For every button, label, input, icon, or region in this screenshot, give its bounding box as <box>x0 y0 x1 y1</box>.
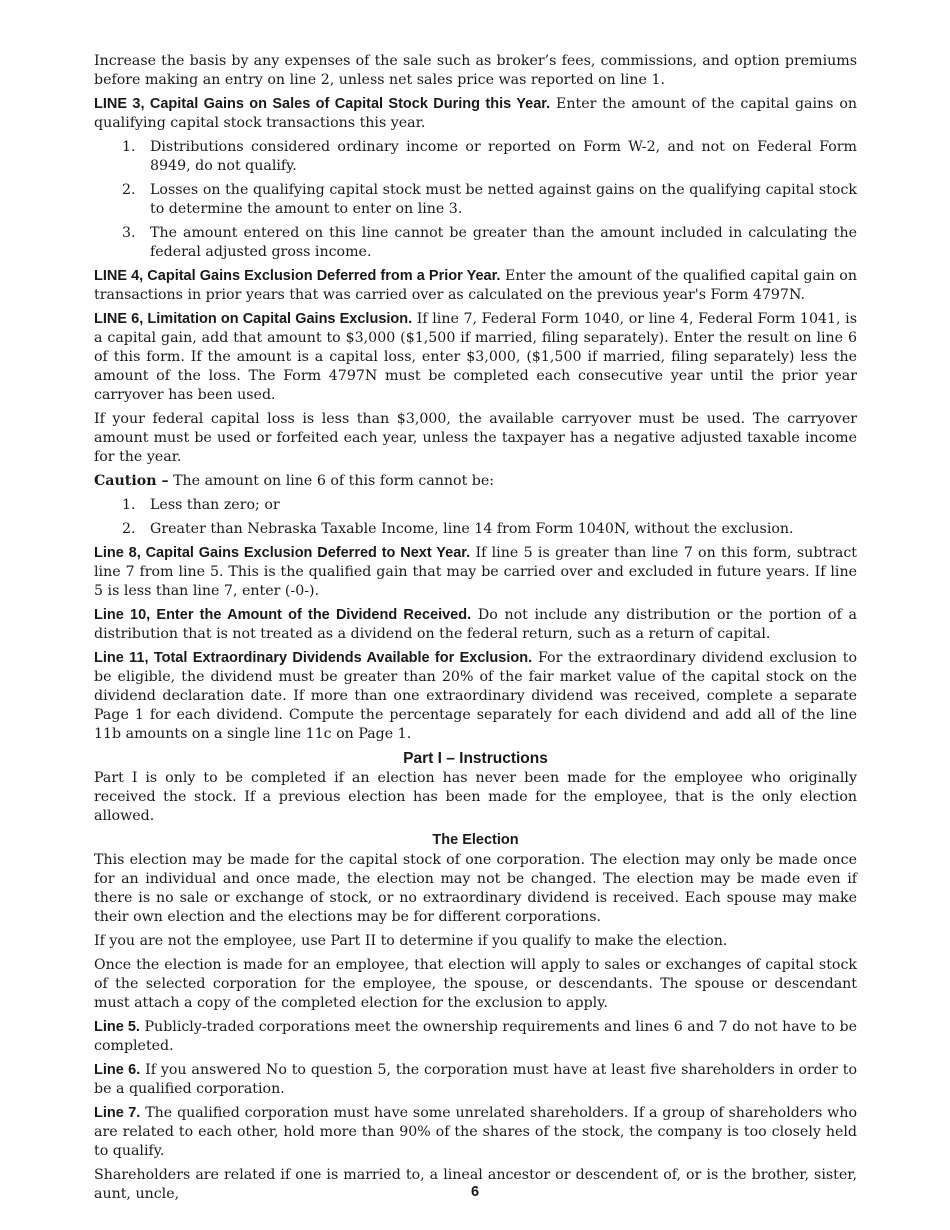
related-paragraph: Shareholders are related if one is married to, a lineal ancestor or descendent of, or is the brother, sister, aunt, uncle, <box>94 1167 857 1202</box>
line7-heading: Line 7. <box>94 1105 141 1121</box>
list-item <box>94 138 857 176</box>
list-number: 2. <box>122 182 136 198</box>
line8-paragraph <box>94 544 857 601</box>
list-text: Losses on the qualifying capital stock must be netted against gains on the qualifying capital stock to determine the amount to enter on line 3. <box>150 182 857 217</box>
election-paragraph-3: Once the election is made for an employee, that election will apply to sales or exchanges of capital stock of the selected corporation for the employee, the spouse, or descendants. The spouse or descendant must attach a copy of the completed election for the exclusion to apply. <box>94 957 857 1011</box>
list-number: 3. <box>122 225 136 241</box>
part1-paragraph: Part I is only to be completed if an election has never been made for the employee who originally received the stock. If a previous election has been made for the employee, that is the only election allowed. <box>94 770 857 824</box>
page-number: 6 <box>470 1184 480 1200</box>
line3-list <box>94 138 857 262</box>
caution-text: The amount on line 6 of this form cannot be: <box>168 473 495 489</box>
caution-list <box>94 496 857 539</box>
list-number: 1. <box>122 139 136 155</box>
line4-heading: LINE 4, Capital Gains Exclusion Deferred from a Prior Year. <box>94 268 501 284</box>
line6b-heading: Line 6. <box>94 1062 141 1078</box>
list-text: Distributions considered ordinary income or reported on Form W-2, and not on Federal Form 8949, do not qualify. <box>150 139 857 174</box>
line5-paragraph <box>94 1018 857 1056</box>
line8-heading: Line 8, Capital Gains Exclusion Deferred to Next Year. <box>94 545 471 561</box>
list-item <box>94 520 857 539</box>
list-item <box>94 181 857 219</box>
intro-paragraph: Increase the basis by any expenses of the sale such as broker’s fees, commissions, and option premiums before making an entry on line 2, unless net sales price was reported on line 1. <box>94 53 857 88</box>
list-number: 2. <box>122 521 136 537</box>
line3-text: Enter the amount of the capital gains on qualifying capital stock transactions this year. <box>94 96 857 131</box>
line3-paragraph <box>94 95 857 133</box>
line11-heading: Line 11, Total Extraordinary Dividends Available for Exclusion. <box>94 650 533 666</box>
list-text: Less than zero; or <box>150 497 280 513</box>
line11-paragraph <box>94 649 857 744</box>
line6-text: If line 7, Federal Form 1040, or line 4, Federal Form 1041, is a capital gain, add that amount to $3,000 ($1,500 if married, filing separately). Enter the result on line 6 of this form. If the amount is a capital loss, enter $3,000, ($1,500 if married, filing separately) less the amount of the loss. The Form 4797N must be completed each consecutive year until the prior year carryover has been used. <box>94 311 857 403</box>
list-text: The amount entered on this line cannot be greater than the amount included in calculating the federal adjusted gross income. <box>150 225 857 260</box>
carryover-paragraph: If your federal capital loss is less than $3,000, the available carryover must be used. The carryover amount must be used or forfeited each year, unless the taxpayer has a negative adjusted taxable income for the year. <box>94 411 857 465</box>
line6b-paragraph <box>94 1061 857 1099</box>
election-paragraph-2: If you are not the employee, use Part II to determine if you qualify to make the election. <box>94 933 728 949</box>
line5-heading: Line 5. <box>94 1019 140 1035</box>
line8-text: If line 5 is greater than line 7 on this form, subtract line 7 from line 5. This is the qualified gain that may be carried over and excluded in future years. If line 5 is less than line 7, enter (-0-). <box>94 545 857 599</box>
list-text: Greater than Nebraska Taxable Income, line 14 from Form 1040N, without the exclusion. <box>150 521 794 537</box>
caution-paragraph <box>94 472 857 491</box>
line11-text: For the extraordinary dividend exclusion to be eligible, the dividend must be greater than 20% of the fair market value of the capital stock on the dividend declaration date. If more than one extraordinary dividend was received, complete a separate Page 1 for each dividend. Compute the percentage separately for each dividend and add all of the line 11b amounts on a single line 11c on Page 1. <box>94 650 857 742</box>
line4-paragraph <box>94 267 857 305</box>
line3-heading: LINE 3, Capital Gains on Sales of Capital Stock During this Year. <box>94 96 551 112</box>
line6-heading: LINE 6, Limitation on Capital Gains Exclusion. <box>94 311 413 327</box>
election-title: The Election <box>432 832 519 848</box>
line7-text: The qualified corporation must have some unrelated shareholders. If a group of shareholders who are related to each other, hold more than 90% of the shares of the stock, the company is too closely held to qualify. <box>94 1105 857 1159</box>
caution-heading: Caution – <box>94 473 169 489</box>
line5-text: Publicly-traded corporations meet the ownership requirements and lines 6 and 7 do not have to be completed. <box>94 1019 857 1054</box>
line10-paragraph <box>94 606 857 644</box>
election-paragraph-1: This election may be made for the capital stock of one corporation. The election may only be made once for an individual and once made, the election may not be changed. The election may be made even if there is no sale or exchange of stock, or no extraordinary dividend is received. Each spouse may make their own election and the elections may be for different corporations. <box>94 852 857 925</box>
instructions-page <box>94 52 857 1209</box>
line10-heading: Line 10, Enter the Amount of the Dividend Received. <box>94 607 472 623</box>
line6b-text: If you answered No to question 5, the corporation must have at least five shareholders in order to be a qualified corporation. <box>94 1062 857 1097</box>
list-number: 1. <box>122 497 136 513</box>
line10-text: Do not include any distribution or the portion of a distribution that is not treated as a dividend on the federal return, such as a return of capital. <box>94 607 857 642</box>
line6-paragraph <box>94 310 857 405</box>
list-item <box>94 496 857 515</box>
list-item <box>94 224 857 262</box>
line7-paragraph <box>94 1104 857 1161</box>
line4-text: Enter the amount of the qualified capital gain on transactions in prior years that was carried over as calculated on the previous year's Form 4797N. <box>94 268 857 303</box>
part1-title: Part I – Instructions <box>403 750 548 767</box>
